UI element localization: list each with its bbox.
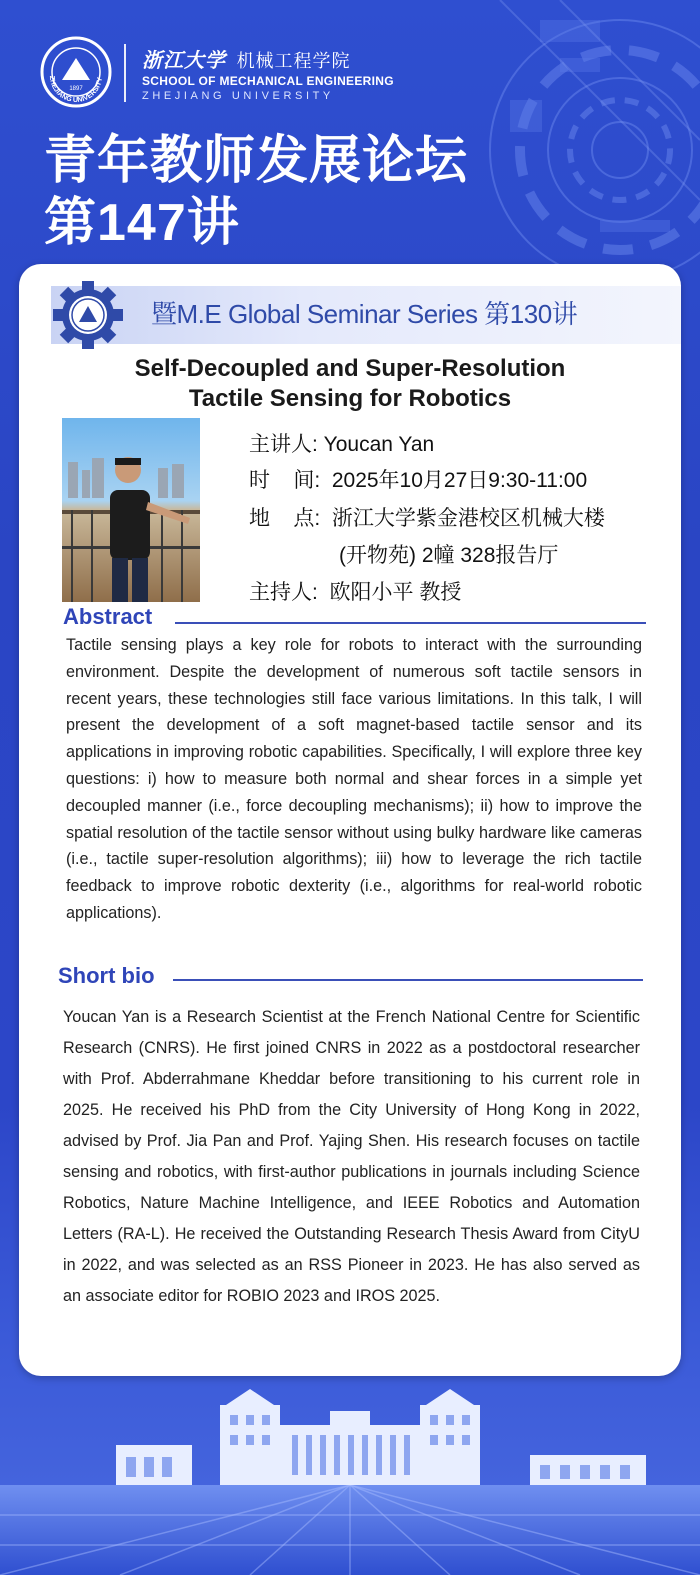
talk-title <box>39 354 661 414</box>
bio-rule <box>173 979 643 981</box>
school-name-cn <box>142 44 351 73</box>
zju-seal-logo <box>40 36 112 108</box>
forum-title: 青年教师发展论坛 <box>44 132 469 190</box>
university-name-en: ZHEJIANG UNIVERSITY <box>142 90 334 102</box>
talk-title-line1: Self-Decoupled and Super-Resolution <box>134 355 566 382</box>
place-line-1: 地 点: 浙江大学紫金港校区机械大楼 <box>249 507 605 530</box>
school-name-en: SCHOOL OF MECHANICAL ENGINEERING <box>142 74 394 88</box>
seal-year: 1897 <box>69 86 83 92</box>
school-brand: 浙江大学 <box>142 48 226 72</box>
host-line: 主持人: 欧阳小平 教授 <box>249 581 462 604</box>
place-line-2: (开物苑) 2幢 328报告厅 <box>339 544 559 567</box>
school-dept: 机械工程学院 <box>236 51 351 71</box>
speaker-line: 主讲人: Youcan Yan <box>249 433 435 456</box>
series-label: 暨M.E Global Seminar Series 第130讲 <box>151 299 578 329</box>
time-line: 时 间: 2025年10月27日9:30-11:00 <box>249 469 588 492</box>
abstract-heading: Abstract <box>63 604 153 629</box>
abstract-rule <box>175 622 646 624</box>
campus-building-illustration <box>0 1385 700 1575</box>
bio-text: Youcan Yan is a Research Scientist at the French National Centre for Scientific Research (CNRS). He first joined CNRS in 2022 as a postdoctoral researcher with Prof. Abderrahmane Kheddar before transitioning to his current role in 2025. He received his PhD from the City University of Hong Kong in 2022, advised by Prof. Jia Pan and Prof. Yajing Shen. His research focuses on tactile sensing and robotics, with first-author publications in journals including Science Robotics, Nature Machine Intelligence, and IEEE Robotics and Automation Letters (RA-L). He received the Outstanding Research Thesis Award from CityU in 2022, and was selected as an RSS Pioneer in 2023. He has also served as an associate editor for ROBIO 2023 and IROS 2025. <box>63 1008 640 1305</box>
talk-title-line2: Tactile Sensing for Robotics <box>188 385 512 412</box>
header-divider <box>124 44 126 102</box>
bio-heading: Short bio <box>58 963 155 988</box>
content-card <box>19 264 681 1376</box>
forum-issue: 第147讲 <box>44 194 240 252</box>
speaker-photo <box>62 418 200 602</box>
abstract-text: Tactile sensing plays a key role for robots to interact with the surrounding environment. Despite the development of numerous soft tactile sensors in recent years, these technologies still face various limitations. In this talk, I will present the development of a soft magnet-based tactile sensor and its applications in improving robotic capabilities. Specifically, I will explore three key questions: i) how to measure both normal and shear forces in a simple yet decoupled manner (i.e., force decoupling mechanisms); ii) how to improve the spatial resolution of the tactile sensor without using bulky hardware like cameras (i.e., tactile super-resolution algorithms); iii) how to leverage the rich tactile feedback to improve robotic dexterity (i.e., algorithms for real-world robotic applications). <box>66 636 642 922</box>
seal-text: ZHEJIANG UNIVERSITY <box>47 75 105 105</box>
gear-logo-icon <box>50 281 126 349</box>
